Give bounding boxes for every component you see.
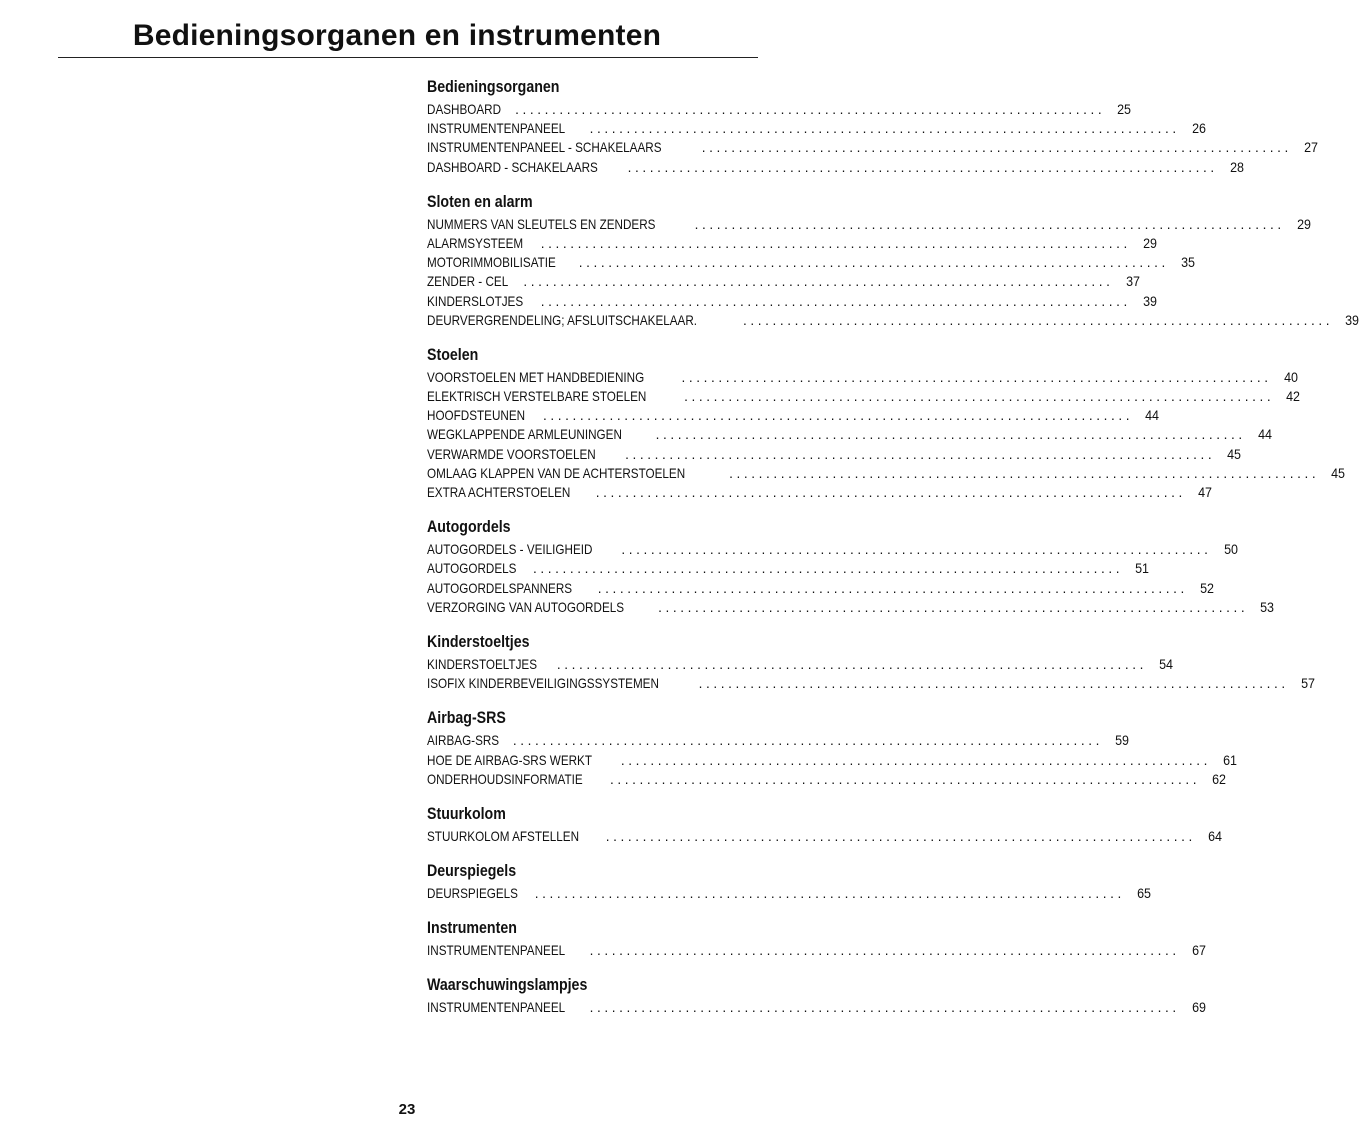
toc-entry-title: OMLAAG KLAPPEN VAN DE ACHTERSTOELEN bbox=[427, 465, 686, 481]
toc-entry-title: ZENDER - CEL bbox=[427, 274, 509, 290]
toc-section-heading: Autogordels bbox=[427, 518, 511, 537]
toc-dot-leader: ................................................................................ bbox=[540, 293, 1131, 309]
toc-entry-page: 35 bbox=[1181, 255, 1195, 271]
page-title: Bedieningsorganen en instrumenten bbox=[132, 19, 662, 52]
toc-entry-title: KINDERSLOTJES bbox=[427, 293, 524, 309]
toc-entry-page: 67 bbox=[1191, 943, 1206, 959]
toc-entry-page: 28 bbox=[1229, 159, 1244, 175]
toc-entry-title: VERZORGING VAN AUTOGORDELS bbox=[427, 599, 625, 615]
toc-entry[interactable] bbox=[427, 540, 1238, 559]
toc-entry-page: 44 bbox=[1145, 408, 1160, 424]
toc-entry-title: INSTRUMENTENPANEEL - SCHAKELAARS bbox=[427, 140, 662, 156]
toc-entry-page: 45 bbox=[1227, 446, 1242, 462]
toc-entry-title: AIRBAG-SRS bbox=[427, 733, 500, 749]
toc-entry-title: ONDERHOUDSINFORMATIE bbox=[427, 771, 583, 787]
toc-dot-leader: ................................................................................ bbox=[540, 235, 1131, 251]
toc-entry-title: ISOFIX KINDERBEVEILIGINGSSYSTEMEN bbox=[427, 676, 659, 692]
toc-entry-title: HOOFDSTEUNEN bbox=[427, 408, 526, 424]
toc-dot-leader: ................................................................................ bbox=[543, 408, 1134, 424]
toc-dot-leader: ................................................................................ bbox=[694, 216, 1285, 232]
toc-entry[interactable] bbox=[427, 655, 1174, 674]
toc-entry-page: 42 bbox=[1286, 389, 1301, 405]
toc-section bbox=[427, 191, 1359, 330]
toc-entry-title: DASHBOARD bbox=[427, 102, 502, 117]
toc-dot-leader: ................................................................................ bbox=[658, 599, 1249, 615]
toc-entry[interactable] bbox=[427, 884, 1151, 903]
toc-entry[interactable] bbox=[427, 483, 1212, 502]
toc-entry-title: STUURKOLOM AFSTELLEN bbox=[427, 828, 580, 844]
toc-entry[interactable] bbox=[427, 138, 1318, 157]
toc-entry[interactable] bbox=[427, 234, 1157, 253]
toc-entry-title: INSTRUMENTENPANEEL bbox=[427, 943, 566, 959]
toc-dot-leader: ................................................................................ bbox=[534, 886, 1125, 902]
toc-entry[interactable] bbox=[427, 292, 1157, 311]
toc-entry[interactable] bbox=[427, 827, 1222, 846]
toc-entry[interactable] bbox=[427, 770, 1227, 789]
toc-entry-title: INSTRUMENTENPANEEL bbox=[427, 1000, 566, 1016]
toc-entry-title: ELEKTRISCH VERSTELBARE STOELEN bbox=[427, 389, 647, 405]
toc-entry-page: 25 bbox=[1117, 102, 1132, 117]
toc-entry-title: MOTORIMMOBILISATIE bbox=[427, 255, 556, 271]
toc-section bbox=[427, 631, 1315, 693]
toc-entry[interactable] bbox=[427, 941, 1206, 960]
toc-entry[interactable] bbox=[427, 579, 1214, 598]
toc-entry-title: AUTOGORDELS bbox=[427, 561, 517, 577]
toc-entry-page: 27 bbox=[1303, 140, 1318, 156]
toc-section bbox=[427, 860, 1151, 903]
toc-dot-leader: ................................................................................ bbox=[729, 465, 1320, 481]
toc-entry-title: ALARMSYSTEEM bbox=[427, 235, 524, 251]
toc-entry-title: HOE DE AIRBAG-SRS WERKT bbox=[427, 752, 592, 768]
toc-entry-page: 64 bbox=[1208, 828, 1222, 844]
toc-section bbox=[427, 707, 1238, 789]
toc-entry-title: NUMMERS VAN SLEUTELS EN ZENDERS bbox=[427, 216, 656, 232]
toc-dot-leader: ................................................................................ bbox=[515, 102, 1106, 117]
toc-section-heading: Deurspiegels bbox=[427, 862, 517, 881]
toc-entry[interactable] bbox=[427, 311, 1359, 330]
toc-entry-page: 53 bbox=[1260, 599, 1275, 615]
toc-entry-title: AUTOGORDELS - VEILIGHEID bbox=[427, 542, 593, 558]
toc-entry[interactable] bbox=[427, 998, 1206, 1017]
toc-dot-leader: ................................................................................ bbox=[605, 828, 1196, 844]
toc-dot-leader: ................................................................................ bbox=[625, 446, 1216, 462]
toc-entry[interactable] bbox=[427, 464, 1346, 483]
toc-entry[interactable] bbox=[427, 425, 1272, 444]
toc-dot-leader: ................................................................................ bbox=[684, 389, 1275, 405]
toc-entry[interactable] bbox=[427, 406, 1160, 425]
toc-dot-leader: ................................................................................ bbox=[512, 733, 1104, 749]
toc-section bbox=[427, 803, 1222, 846]
toc-dot-leader: ................................................................................ bbox=[620, 752, 1212, 768]
toc-dot-leader: ................................................................................ bbox=[589, 121, 1180, 137]
toc-section-heading: Waarschuwingslampjes bbox=[427, 976, 588, 995]
toc-entry-page: 29 bbox=[1143, 235, 1157, 251]
toc-dot-leader: ................................................................................ bbox=[556, 656, 1148, 672]
toc-section bbox=[427, 974, 1206, 1017]
toc-entry-title: DEURVERGRENDELING; AFSLUITSCHAKELAAR. bbox=[427, 312, 698, 328]
toc-section-heading: Sloten en alarm bbox=[427, 192, 533, 211]
toc-entry-title: WEGKLAPPENDE ARMLEUNINGEN bbox=[427, 427, 622, 443]
toc-entry-page: 29 bbox=[1296, 216, 1311, 232]
toc-entry[interactable] bbox=[427, 215, 1311, 234]
toc-entry[interactable] bbox=[427, 674, 1315, 693]
toc-entry-page: 39 bbox=[1143, 293, 1157, 309]
toc-dot-leader: ................................................................................ bbox=[589, 943, 1180, 959]
toc-entry[interactable] bbox=[427, 100, 1132, 119]
toc-dot-leader: ................................................................................ bbox=[681, 369, 1272, 385]
toc-entry[interactable] bbox=[427, 253, 1195, 272]
toc-entry[interactable] bbox=[427, 559, 1150, 578]
table-of-contents bbox=[427, 76, 1359, 1018]
toc-dot-leader: ................................................................................ bbox=[743, 312, 1334, 328]
toc-section-heading: Stoelen bbox=[427, 345, 479, 364]
toc-entry-page: 26 bbox=[1191, 121, 1206, 137]
toc-entry-title: VOORSTOELEN MET HANDBEDIENING bbox=[427, 369, 645, 385]
toc-entry-title: KINDERSTOELTJES bbox=[427, 656, 538, 672]
toc-entry-page: 54 bbox=[1159, 656, 1174, 672]
toc-dot-leader: ................................................................................ bbox=[627, 159, 1218, 175]
toc-entry[interactable] bbox=[427, 731, 1130, 750]
toc-section-heading: Stuurkolom bbox=[427, 804, 506, 823]
title-divider bbox=[58, 57, 758, 58]
toc-entry[interactable] bbox=[427, 598, 1275, 617]
toc-section bbox=[427, 76, 1318, 177]
toc-entry-page: 39 bbox=[1345, 312, 1359, 328]
toc-entry[interactable] bbox=[427, 368, 1298, 387]
toc-entry-page: 37 bbox=[1125, 274, 1140, 290]
toc-entry[interactable] bbox=[427, 119, 1206, 138]
toc-section bbox=[427, 344, 1346, 502]
page-number: 23 bbox=[398, 1101, 416, 1118]
toc-entry[interactable] bbox=[427, 272, 1140, 291]
toc-entry-title: VERWARMDE VOORSTOELEN bbox=[427, 446, 596, 462]
toc-entry[interactable] bbox=[427, 445, 1242, 464]
toc-entry-page: 59 bbox=[1115, 733, 1130, 749]
toc-entry-page: 50 bbox=[1223, 542, 1238, 558]
toc-section bbox=[427, 917, 1206, 960]
toc-entry[interactable] bbox=[427, 751, 1238, 770]
toc-dot-leader: ................................................................................ bbox=[589, 1000, 1180, 1016]
toc-dot-leader: ................................................................................ bbox=[655, 427, 1246, 443]
toc-entry-title: AUTOGORDELSPANNERS bbox=[427, 580, 573, 596]
toc-entry-page: 51 bbox=[1135, 561, 1150, 577]
toc-entry-title: INSTRUMENTENPANEEL bbox=[427, 121, 566, 137]
toc-entry[interactable] bbox=[427, 158, 1244, 177]
toc-entry[interactable] bbox=[427, 387, 1301, 406]
toc-dot-leader: ................................................................................ bbox=[578, 255, 1169, 271]
toc-entry-page: 62 bbox=[1212, 771, 1227, 787]
toc-dot-leader: ................................................................................ bbox=[523, 274, 1114, 290]
toc-dot-leader: ................................................................................ bbox=[621, 542, 1212, 558]
toc-dot-leader: ................................................................................ bbox=[597, 580, 1188, 596]
toc-entry-page: 52 bbox=[1199, 580, 1214, 596]
toc-dot-leader: ................................................................................ bbox=[701, 140, 1292, 156]
toc-entry-title: EXTRA ACHTERSTOELEN bbox=[427, 485, 571, 500]
toc-dot-leader: ................................................................................ bbox=[533, 561, 1124, 577]
toc-section-heading: Bedieningsorganen bbox=[427, 78, 560, 96]
toc-entry-page: 40 bbox=[1283, 369, 1298, 385]
toc-dot-leader: ................................................................................ bbox=[698, 676, 1289, 692]
toc-entry-page: 65 bbox=[1137, 886, 1151, 902]
toc-entry-page: 61 bbox=[1223, 752, 1238, 768]
toc-section-heading: Airbag-SRS bbox=[427, 709, 506, 728]
toc-section-heading: Instrumenten bbox=[427, 919, 517, 938]
toc-entry-page: 45 bbox=[1331, 465, 1346, 481]
toc-entry-page: 44 bbox=[1257, 427, 1272, 443]
toc-entry-title: DEURSPIEGELS bbox=[427, 886, 518, 902]
toc-entry-title: DASHBOARD - SCHAKELAARS bbox=[427, 159, 598, 175]
toc-entry-page: 69 bbox=[1191, 1000, 1206, 1016]
toc-dot-leader: ................................................................................ bbox=[595, 485, 1186, 500]
toc-entry-page: 57 bbox=[1300, 676, 1315, 692]
toc-section bbox=[427, 516, 1275, 617]
toc-dot-leader: ................................................................................ bbox=[610, 771, 1201, 787]
toc-entry-page: 47 bbox=[1197, 485, 1212, 500]
toc-section-heading: Kinderstoeltjes bbox=[427, 632, 530, 651]
